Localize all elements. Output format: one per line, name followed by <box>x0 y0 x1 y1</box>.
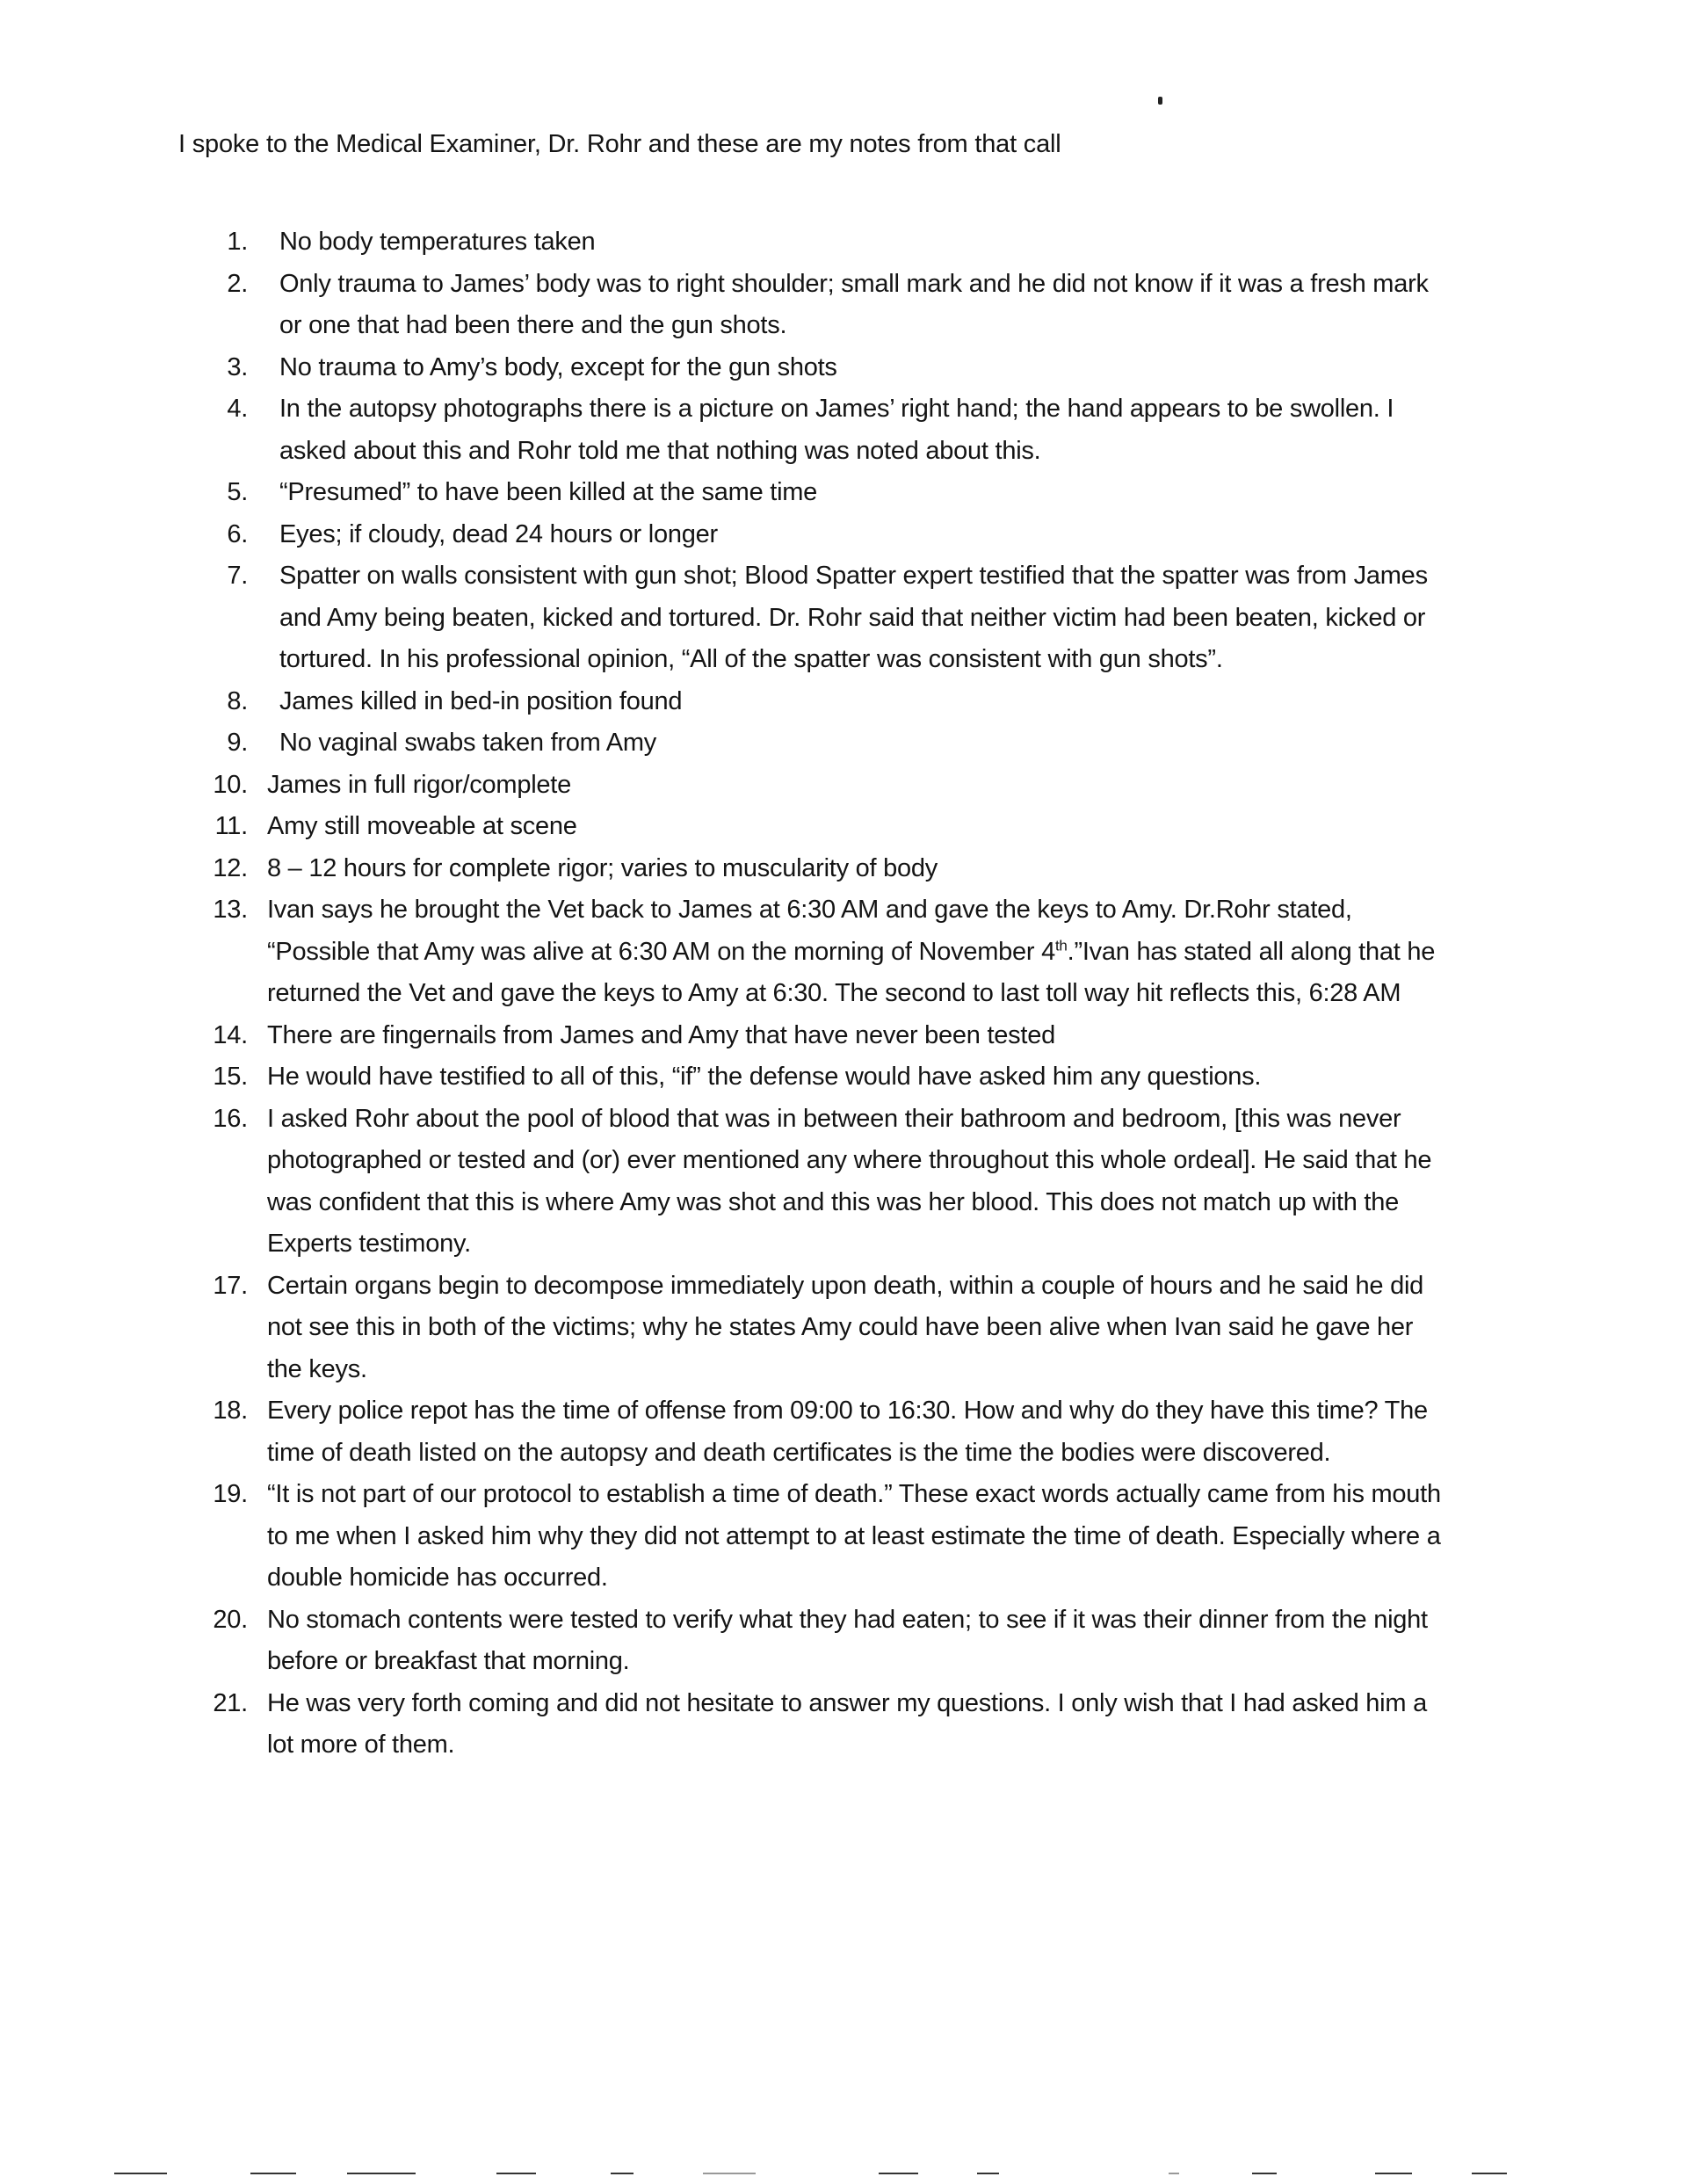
list-item <box>0 1474 1687 1600</box>
notes-list <box>0 221 1687 1767</box>
item-number: 2. <box>227 269 248 298</box>
item-text: In the autopsy photographs there is a picture on James’ right hand; the hand appears to be swollen. I asked about this and Rohr told me that nothing was noted about this. <box>279 395 1394 465</box>
scan-artifact <box>703 2173 756 2174</box>
list-item <box>0 514 1687 556</box>
item-number: 20. <box>213 1605 248 1634</box>
scan-artifact <box>496 2173 536 2174</box>
item-text: There are fingernails from James and Amy that have never been tested <box>267 1020 1055 1049</box>
item-text: He would have testified to all of this, “if” the defense would have asked him any questions. <box>267 1063 1262 1091</box>
item-number: 13. <box>213 896 248 924</box>
item-text: James in full rigor/complete <box>267 770 571 799</box>
item-text: No body temperatures taken <box>279 228 596 256</box>
scan-artifact <box>347 2173 416 2174</box>
scan-artifact <box>977 2173 999 2174</box>
item-number: 8. <box>227 686 248 715</box>
item-text: Certain organs begin to decompose immediately upon death, within a couple of hours and he said he did not see this in both of the victims; why he states Amy could have been alive when Ivan said he gave her the keys. <box>267 1271 1424 1383</box>
item-text: “It is not part of our protocol to establish a time of death.” These exact words actually came from his mouth to me when I asked him why they did not attempt to at least estimate the time of death. Especially where a double homicide has occurred. <box>267 1480 1441 1592</box>
list-item <box>0 722 1687 765</box>
list-item <box>0 1390 1687 1474</box>
intro-sentence: I spoke to the Medical Examiner, Dr. Rohr and these are my notes from that call <box>178 130 1061 158</box>
list-item <box>0 388 1687 472</box>
item-text: No stomach contents were tested to verify what they had eaten; to see if it was their dinner from the night before or breakfast that morning. <box>267 1605 1428 1675</box>
item-text-part: Ivan says he brought the Vet back to James at 6:30 AM and gave the keys to Amy. Dr.Rohr stated, “Possible that Amy was alive at 6:30 AM on the morning of November 4 <box>267 896 1352 966</box>
scan-artifact <box>1472 2173 1507 2174</box>
list-item <box>0 221 1687 264</box>
item-number: 18. <box>213 1397 248 1425</box>
item-number: 21. <box>213 1688 248 1717</box>
list-item <box>0 1683 1687 1767</box>
item-number: 10. <box>213 770 248 799</box>
list-item <box>0 681 1687 723</box>
item-number: 15. <box>213 1063 248 1091</box>
list-item <box>0 806 1687 848</box>
item-number: 16. <box>213 1104 248 1133</box>
list-item <box>0 1099 1687 1266</box>
scan-artifact <box>1375 2173 1412 2174</box>
item-text: Eyes; if cloudy, dead 24 hours or longer <box>279 519 718 548</box>
item-text: “Presumed” to have been killed at the same time <box>279 478 818 506</box>
item-number: 12. <box>213 853 248 882</box>
list-item <box>0 1266 1687 1391</box>
item-number: 7. <box>227 562 248 590</box>
list-item <box>0 848 1687 890</box>
scan-footer-artifacts <box>0 2173 1687 2176</box>
list-item <box>0 889 1687 1015</box>
list-item <box>0 1600 1687 1683</box>
item-text: I asked Rohr about the pool of blood that was in between their bathroom and bedroom, [this was never photographed or tested and (or) ever mentioned any where throughout this whole ordeal]. He said that he was confident that this is where Amy was shot and this was her blood. This does not match up with the Experts testimony. <box>267 1104 1432 1258</box>
list-item <box>0 555 1687 681</box>
ordinal-suffix: th <box>1054 936 1068 954</box>
item-number: 14. <box>213 1020 248 1049</box>
scan-artifact <box>879 2173 918 2174</box>
item-text: James killed in bed-in position found <box>279 686 683 715</box>
item-text: No trauma to Amy’s body, except for the gun shots <box>279 352 837 381</box>
item-text: Spatter on walls consistent with gun shot; Blood Spatter expert testified that the spatter was from James and Amy being beaten, kicked and tortured. Dr. Rohr said that neither victim had been beaten, kicked or tortured. In his professional opinion, “All of the spatter was consistent with gun shots”. <box>279 562 1428 673</box>
item-number: 3. <box>227 352 248 381</box>
item-number: 5. <box>227 478 248 506</box>
item-text <box>267 889 1444 1015</box>
item-text: He was very forth coming and did not hesitate to answer my questions. I only wish that I had asked him a lot more of them. <box>267 1688 1427 1759</box>
scan-artifact <box>114 2173 167 2174</box>
item-text: 8 – 12 hours for complete rigor; varies to muscularity of body <box>267 853 938 882</box>
item-text: No vaginal swabs taken from Amy <box>279 729 657 757</box>
item-number: 9. <box>227 729 248 757</box>
item-number: 19. <box>213 1480 248 1508</box>
item-text: Every police repot has the time of offense from 09:00 to 16:30. How and why do they have this time? The time of death listed on the autopsy and death certificates is the time the bodies were discovered. <box>267 1397 1428 1467</box>
item-number: 11. <box>214 812 248 840</box>
list-item <box>0 472 1687 514</box>
scan-artifact <box>611 2173 634 2174</box>
item-number: 4. <box>227 395 248 423</box>
list-item <box>0 264 1687 347</box>
list-item <box>0 765 1687 807</box>
scan-artifact <box>1252 2173 1277 2174</box>
item-number: 17. <box>213 1271 248 1300</box>
item-number: 6. <box>227 519 248 548</box>
list-item <box>0 1015 1687 1057</box>
item-text: Only trauma to James’ body was to right shoulder; small mark and he did not know if it was a fresh mark or one that had been there and the gun shots. <box>279 269 1429 339</box>
list-item <box>0 347 1687 389</box>
scan-artifact <box>1169 2173 1179 2174</box>
item-text-part: .”Ivan has stated all along that he returned the Vet and gave the keys to Amy at 6:30. The second to last toll way hit reflects this, 6:28 AM <box>267 937 1436 1007</box>
item-number: 1. <box>227 228 248 256</box>
list-item <box>0 1056 1687 1099</box>
item-text: Amy still moveable at scene <box>267 812 577 840</box>
scan-artifact <box>250 2173 296 2174</box>
scan-speck <box>1158 97 1162 105</box>
